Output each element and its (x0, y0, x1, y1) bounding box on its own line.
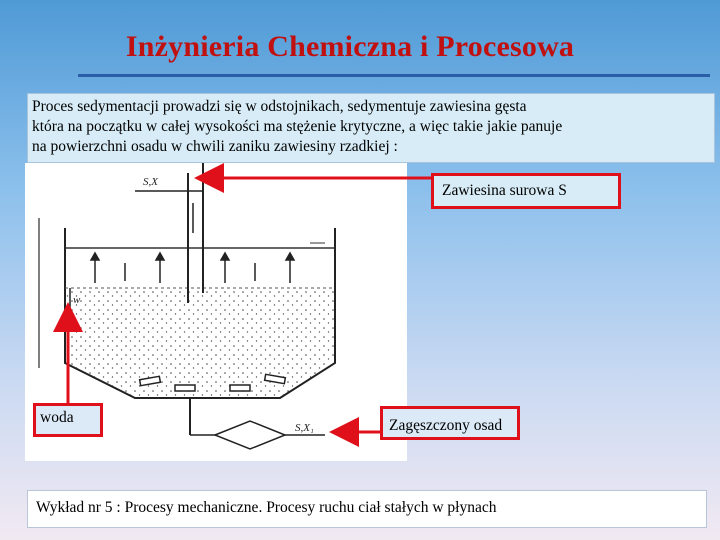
water-marker: w (73, 294, 81, 306)
description-line: Proces sedymentacji prowadzi się w odstojnikach, sedymentuje zawiesina gęsta (32, 98, 527, 115)
slide-title: Inżynieria Chemiczna i Procesowa (125, 30, 575, 63)
footer-text: Wykład nr 5 : Procesy mechaniczne. Procesy ruchu ciał stałych w płynach (36, 499, 497, 516)
outlet-marker: S,X₁ (295, 422, 314, 434)
label-suspension: Zawiesina surowa S (431, 173, 621, 209)
footer-box (27, 490, 707, 528)
label-water: woda (33, 403, 103, 437)
inlet-marker: S,X (143, 176, 158, 188)
label-sludge: Zagęszczony osad (380, 406, 520, 440)
description-line: na powierzchni osadu w chwili zaniku zawiesiny rzadkiej : (32, 138, 398, 155)
description-line: która na początku w całej wysokości ma stężenie krytyczne, a więc takie jakie panuje (32, 118, 563, 135)
